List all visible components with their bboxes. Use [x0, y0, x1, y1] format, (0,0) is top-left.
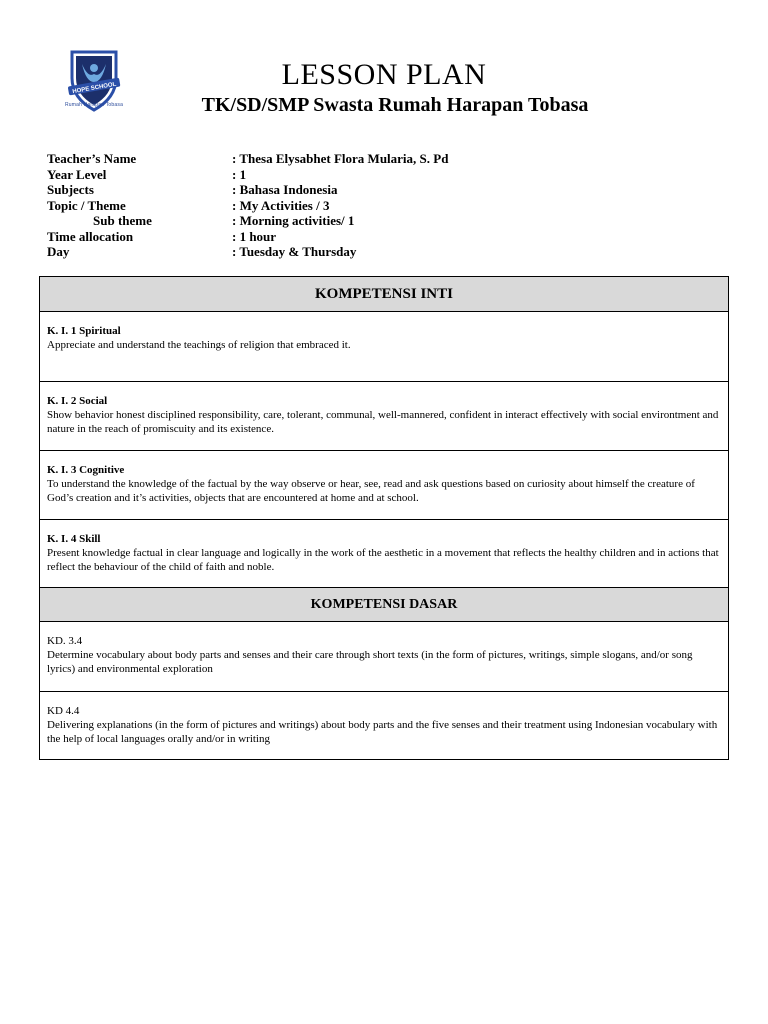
info-value: : 1 hour	[232, 228, 277, 244]
info-label: Day	[47, 244, 70, 259]
kd-text: Delivering explanations (in the form of pictures and writings) about body parts and the five senses and their treatment using Indonesian vocabulary with the help of local languages orally and/or in writing	[47, 719, 718, 745]
logo-caption: Rumah Harapan Tobasa	[64, 102, 124, 108]
info-label: Year Level	[47, 166, 107, 182]
kd-cell-3-4	[40, 622, 728, 691]
info-value: : My Activities / 3	[232, 197, 330, 213]
svg-text:HOPE SCHOOL: HOPE SCHOOL	[72, 81, 117, 96]
document-title: LESSON PLAN	[281, 58, 487, 91]
kd-cell-4-4	[40, 691, 728, 759]
kd-title: KD 4.4	[47, 705, 80, 717]
info-row-day	[47, 244, 707, 260]
info-label: Time allocation	[47, 228, 134, 244]
info-label: Topic / Theme	[47, 197, 126, 213]
kd-title: KD. 3.4	[47, 635, 83, 647]
info-value: : 1	[232, 166, 247, 182]
info-value: : Thesa Elysabhet Flora Mularia, S. Pd	[232, 151, 449, 166]
info-label: Teacher’s Name	[47, 151, 137, 166]
info-label: Sub theme	[93, 213, 152, 228]
ki-cell-skill	[40, 519, 728, 587]
competency-table	[39, 276, 729, 760]
ki-title: K. I. 2 Social	[47, 395, 108, 407]
info-block	[47, 151, 707, 260]
info-row-teacher	[47, 151, 707, 167]
ki-text: Show behavior honest disciplined responsibility, care, tolerant, communal, well-mannered, confident in interact effectively with social environtment and nature in the reach of promiscuity and its existence.	[47, 409, 719, 435]
kompetensi-inti-heading: KOMPETENSI INTI	[40, 277, 728, 312]
info-row-subjects	[47, 182, 707, 198]
kompetensi-dasar-heading: KOMPETENSI DASAR	[40, 587, 728, 622]
ki-text: Present knowledge factual in clear language and logically in the work of the aesthetic in a movement that reflects the healthy children and in actions that reflect the behaviour of the child of faith and noble.	[47, 547, 719, 573]
info-row-year-level	[47, 167, 707, 183]
ki-text: To understand the knowledge of the factual by the way observe or hear, see, read and ask questions based on curiosity about himself the creature of God’s creation and it’s activities, objects that are encountered at home and at school.	[47, 478, 695, 504]
ki-cell-cognitive	[40, 450, 728, 519]
info-value: : Tuesday & Thursday	[232, 244, 357, 259]
ki-title: K. I. 4 Skill	[47, 533, 101, 545]
ki-cell-spiritual	[40, 312, 728, 381]
ki-title: K. I. 1 Spiritual	[47, 325, 121, 337]
ki-cell-social	[40, 381, 728, 450]
info-value: : Morning activities/ 1	[232, 213, 355, 228]
document-subtitle: TK/SD/SMP Swasta Rumah Harapan Tobasa	[201, 94, 589, 116]
info-row-sub-theme	[47, 213, 707, 229]
info-row-topic	[47, 198, 707, 214]
ki-text: Appreciate and understand the teachings of religion that embraced it.	[47, 339, 351, 351]
kd-text: Determine vocabulary about body parts and senses and their care through short texts (in the form of pictures, writings, simple slogans, and/or song lyrics) and environmental exploration	[47, 649, 693, 675]
info-row-time	[47, 229, 707, 245]
ki-title: K. I. 3 Cognitive	[47, 464, 125, 476]
info-label: Subjects	[47, 182, 94, 197]
info-value: : Bahasa Indonesia	[232, 182, 338, 197]
